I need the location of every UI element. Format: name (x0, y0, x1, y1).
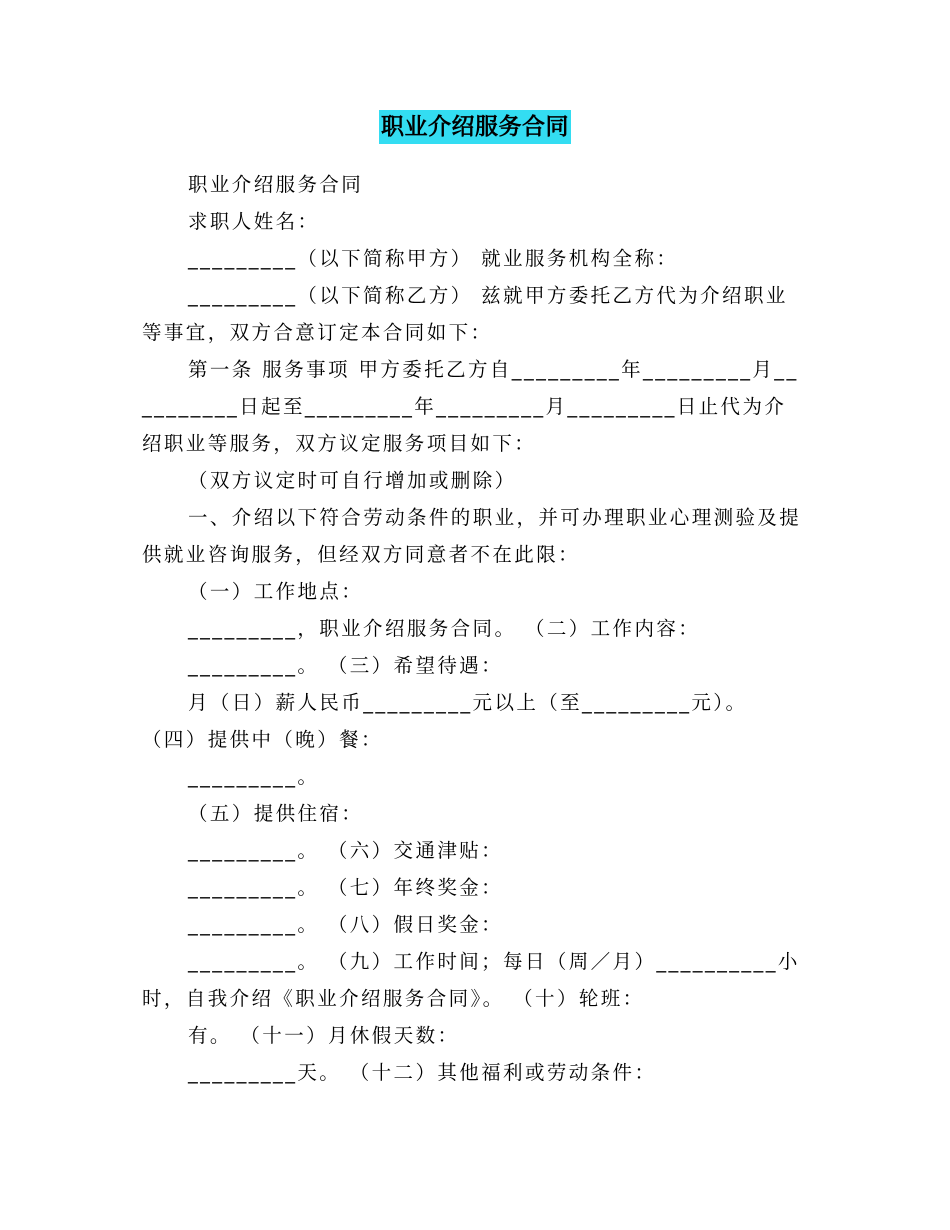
paragraph-2: 求职人姓名： (188, 210, 320, 233)
paragraph-7: 一、介绍以下符合劳动条件的职业，并可办理职业心理测验及提供就业咨询服务，但经双方同意者不在此限： (142, 506, 802, 566)
paragraph-11: 月（日）薪人民币_________元以上（至_________元）。 （四）提供中（晚）餐： (142, 691, 756, 751)
paragraph-12: _________。 (188, 765, 320, 788)
paragraph-6: （双方议定时可自行增加或删除） (188, 469, 517, 492)
paragraph-1: 职业介绍服务合同 (188, 173, 364, 196)
document-title: 职业介绍服务合同 (379, 110, 571, 144)
paragraph-8: （一）工作地点： (188, 580, 364, 603)
paragraph-18: 有。 （十一）月休假天数： (188, 1024, 460, 1047)
paragraph-17: _________。 （九）工作时间；每日（周／月）__________小时，自我介绍《职业介绍服务合同》。 （十）轮班： (142, 950, 800, 1010)
paragraph-9: _________，职业介绍服务合同。 （二）工作内容： (188, 617, 701, 640)
title-container (0, 110, 950, 144)
paragraph-5: 第一条 服务事项 甲方委托乙方自_________年_________月__________日起至_________年_________月_________日止代为介绍职业等服务，双方议定服务项目如下： (142, 358, 799, 455)
paragraph-16: _________。 （八）假日奖金： (188, 913, 504, 936)
paragraph-14: _________。 （六）交通津贴： (188, 839, 504, 862)
paragraph-13: （五）提供住宿： (188, 802, 364, 825)
paragraph-19: _________天。 （十二）其他福利或劳动条件： (188, 1061, 657, 1084)
paragraph-10: _________。 （三）希望待遇： (188, 654, 504, 677)
paragraph-4: _________（以下简称乙方） 兹就甲方委托乙方代为介绍职业等事宜，双方合意订定本合同如下： (142, 284, 788, 344)
paragraph-15: _________。 （七）年终奖金： (188, 876, 504, 899)
paragraph-3: _________（以下简称甲方） 就业服务机构全称： (188, 247, 679, 270)
document-body (142, 166, 804, 1091)
